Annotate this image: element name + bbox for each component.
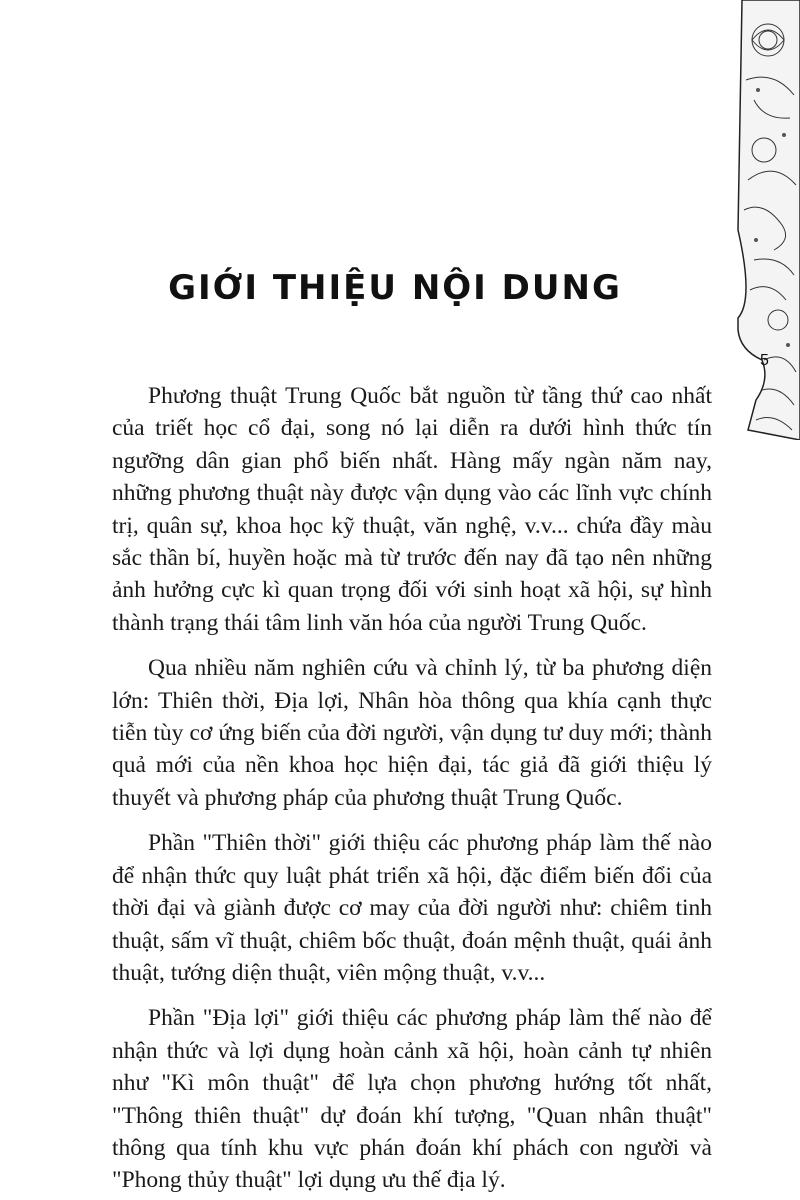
page-number: 5 (760, 352, 769, 369)
paragraph: Qua nhiều năm nghiên cứu và chỉnh lý, từ ba phương diện lớn: Thiên thời, Địa lợi, Nhân hòa thông qua khía cạnh thực tiễn tùy cơ ứng biến của đời người, vận dụng tư duy mới; thành quả mới của nền khoa học hiện đại, tác giả đã giới thiệu lý thuyết và phương pháp của phương thuật Trung Quốc. (112, 655, 712, 811)
page-title: GIỚI THIỆU NỘI DUNG (168, 268, 622, 308)
paragraph: Phần "Địa lợi" giới thiệu các phương pháp làm thế nào để nhận thức và lợi dụng hoàn cảnh xã hội, hoàn cảnh tự nhiên như "Kì môn thuật" để lựa chọn phương hướng tốt nhất, "Thông thiên thuật" dự đoán khí tượng, "Quan nhân thuật" thông qua tính khu vực phán đoán khí phách con người và "Phong thủy thuật" lợi dụng ưu thế địa lý. (112, 1005, 712, 1194)
paragraph: Phương thuật Trung Quốc bắt nguồn từ tầng thứ cao nhất của triết học cổ đại, song nó lại diễn ra dưới hình thức tín ngưỡng dân gian phổ biến nhất. Hàng mấy ngàn năm nay, những phương thuật này được vận dụng vào các lĩnh vực chính trị, quân sự, khoa học kỹ thuật, văn nghệ, v.v... chứa đầy màu sắc thần bí, huyền hoặc mà từ trước đến nay đã tạo nên những ảnh hưởng cực kì quan trọng đối với sinh hoạt xã hội, sự hình thành trạng thái tâm linh văn hóa của người Trung Quốc. (112, 383, 712, 636)
floral-illustration-icon (734, 0, 800, 440)
paragraph: Phần "Thiên thời" giới thiệu các phương pháp làm thế nào để nhận thức quy luật phát triển xã hội, đặc điểm biến đổi của thời đại và giành được cơ may của đời người như: chiêm tinh thuật, sấm vĩ thuật, chiêm bốc thuật, đoán mệnh thuật, quái ảnh thuật, tướng diện thuật, viên mộng thuật, v.v... (112, 830, 712, 986)
body-text (112, 380, 712, 1200)
